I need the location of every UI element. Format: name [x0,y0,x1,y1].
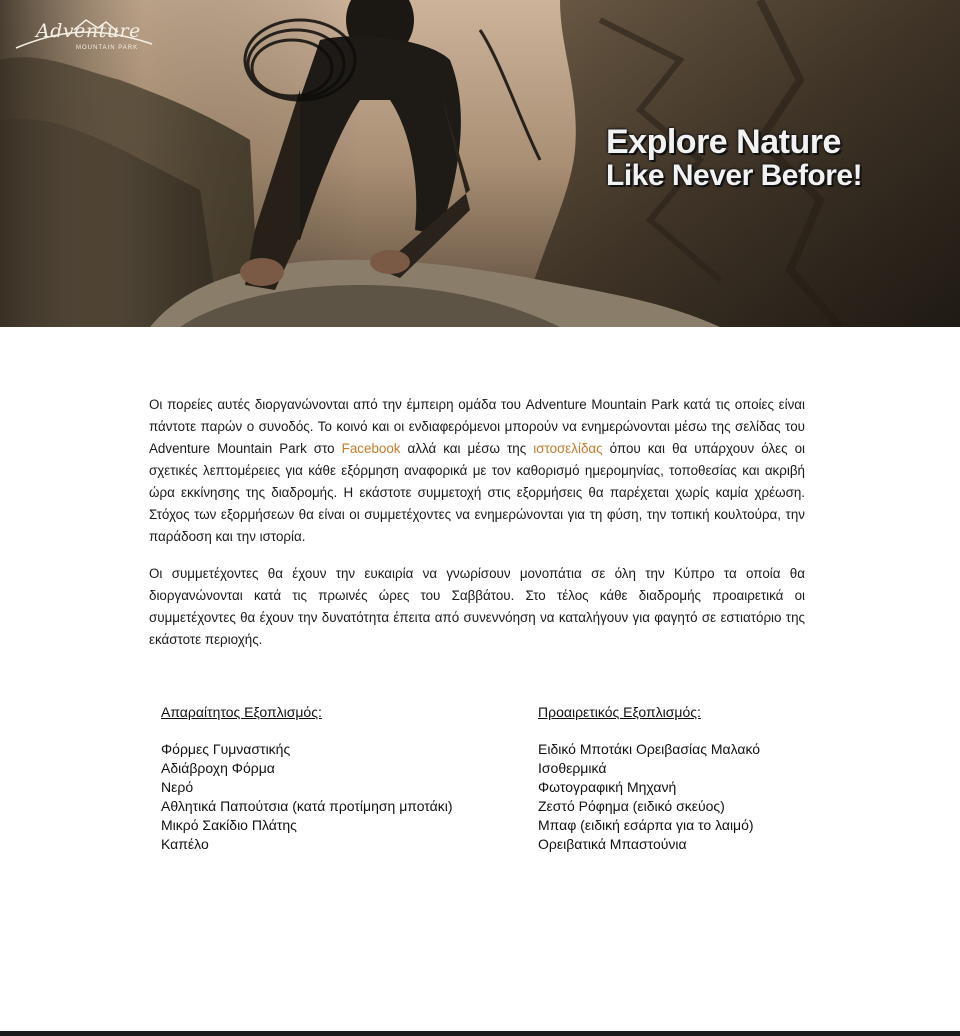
list-item: Μικρό Σακίδιο Πλάτης [161,817,297,833]
description-section [149,394,805,651]
paragraph-1-text-c: όπου και θα υπάρχουν όλες οι σχετικές λεπτομέρειες για κάθε εξόρμηση αναφορικά με τον καθορισμό ημερομηνίας, τοποθεσίας και ακριβή ώρα εκκίνησης της διαδρομής. Η εκάστοτε συμμετοχή στις εξορμήσεις θα παρέχεται χωρίς καμία χρέωση. Στόχος των εξορμήσεων θα είναι οι συμμετέχοντες να ενημερώνονται για τη φύση, την τοπική κουλτούρα, την παράδοση και την ιστορία. [149,441,805,544]
required-equipment-list [161,740,453,854]
logo-script: Adventure [36,20,141,42]
paragraph-organization [149,394,805,548]
optional-equipment-title: Προαιρετικός Εξοπλισμός: [538,704,701,720]
list-item: Ζεστό Ρόφημα (ειδικό σκεύος) [538,798,725,814]
list-item: Νερό [161,779,194,795]
list-item: Αδιάβροχη Φόρμα [161,760,275,776]
hero-headline [606,124,928,194]
list-item: Φωτογραφική Μηχανή [538,779,677,795]
headline-line-2: Like Never Before! [606,159,863,192]
logo-subtitle: MOUNTAIN PARK [76,45,139,51]
list-item: Ορειβατικά Μπαστούνια [538,836,687,852]
required-equipment-title: Απαραίτητος Εξοπλισμός: [161,704,322,720]
optional-equipment-list [538,740,760,854]
list-item: Ειδικό Μποτάκι Ορειβασίας Μαλακό [538,741,761,757]
headline-line-1: Explore Nature [606,123,841,161]
paragraph-1-text-b: αλλά και μέσω της [400,441,534,456]
list-item: Ισοθερμικά [538,760,607,776]
hero-banner [0,0,960,327]
optional-equipment [538,702,760,854]
website-link[interactable]: ιστοσελίδας [533,441,603,456]
list-item: Μπαφ (ειδική εσάρπα για το λαιμό) [538,817,754,833]
list-item: Καπέλο [161,836,209,852]
bottom-divider [0,1031,960,1036]
facebook-link[interactable]: Facebook [341,441,401,456]
paragraph-1-text-a: Οι πορείες αυτές διοργανώνονται από την έμπειρη ομάδα του Adventure Mountain Park κατά τις οποίες είναι πάντοτε παρών ο συνοδός. Το κοινό και οι ενδιαφερόμενοι μπορούν να ενημερώνονται μέσω της σελίδας του Adventure Mountain Park στο [149,397,805,456]
required-equipment [161,702,453,854]
list-item: Αθλητικά Παπούτσια (κατά προτίμηση μποτάκι) [161,798,453,814]
paragraph-participants: Οι συμμετέχοντες θα έχουν την ευκαιρία να γνωρίσουν μονοπάτια σε όλη την Κύπρο τα οποία θα διοργανώνονται κατά τις πρωινές ώρες του Σαββάτου. Στο τέλος κάθε διαδρομής προαιρετικά οι συμμετέχοντες θα έχουν την δυνατότητα έπειτα από συνεννόηση να καταλήγουν για φαγητό σε εστιατόριο της εκάστοτε περιοχής. [149,566,805,647]
list-item: Φόρμες Γυμναστικής [161,741,291,757]
brand-logo[interactable] [14,14,154,58]
